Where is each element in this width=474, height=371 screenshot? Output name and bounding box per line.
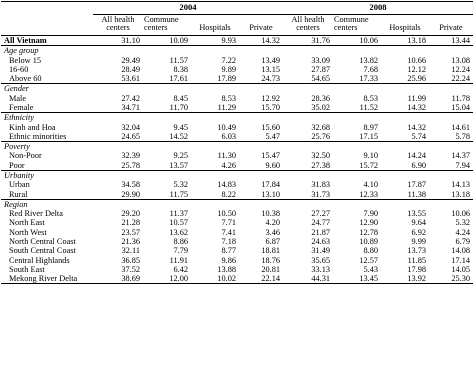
table-cell: 31.10	[93, 36, 143, 46]
health-center-usage-table	[1, 1, 473, 284]
table-cell: 11.57	[169, 55, 188, 65]
table-cell: 14.52	[169, 131, 188, 141]
table-row	[1, 180, 473, 189]
table-cell: 13.82	[359, 55, 378, 65]
table-cell: 9.89	[221, 64, 236, 74]
table-cell: 4.26	[221, 160, 236, 170]
table-cell: 31.73	[311, 189, 330, 199]
table-cell: 32.50	[311, 151, 330, 161]
section-header-row	[1, 113, 473, 123]
table-cell: 9.86	[221, 255, 236, 265]
table-cell: 32.04	[121, 122, 140, 132]
table-cell: 11.75	[169, 189, 188, 199]
table-cell: 10.02	[191, 274, 239, 284]
row-label: Kinh and Hoa	[9, 122, 56, 132]
table-cell: 24.73	[261, 74, 280, 84]
table-cell: 11.38	[407, 189, 426, 199]
table-cell: 10.49	[217, 122, 236, 132]
section-header-row	[1, 142, 473, 152]
overall-row	[1, 36, 473, 46]
table-row	[1, 218, 473, 227]
table-cell: 6.92	[411, 227, 426, 237]
table-cell: 25.96	[407, 74, 426, 84]
table-cell: 21.36	[121, 236, 140, 246]
table-cell: 15.47	[261, 151, 280, 161]
table-cell: 14.61	[451, 122, 470, 132]
row-label: Rural	[9, 189, 28, 199]
row-label: Mekong River Delta	[1, 274, 93, 284]
table-cell: 27.87	[311, 64, 330, 74]
table-cell: 10.57	[169, 218, 188, 228]
row-label: Red River Delta	[9, 209, 63, 219]
table-cell: 6.87	[265, 236, 280, 246]
table-cell: 24.65	[121, 131, 140, 141]
table-row	[1, 123, 473, 132]
table-cell: 38.69	[93, 274, 143, 284]
table-cell: 4.24	[455, 227, 470, 237]
table-cell: 6.90	[411, 160, 426, 170]
table-cell: 10.06	[451, 209, 470, 219]
row-label: Female	[9, 103, 34, 112]
section-title: Poverty	[1, 142, 473, 152]
table-cell: 17.14	[451, 255, 470, 265]
table-cell: 6.03	[221, 131, 236, 141]
row-label: Urban	[9, 180, 30, 190]
table-cell: 33.13	[311, 264, 330, 274]
table-cell: 12.33	[359, 189, 378, 199]
table-cell: 8.77	[221, 246, 236, 256]
table-cell: 17.61	[169, 74, 188, 84]
table-cell: 5.47	[265, 131, 280, 141]
table-cell: 53.61	[121, 74, 140, 84]
table-cell: 23.57	[121, 227, 140, 237]
table-row	[1, 56, 473, 65]
table-cell: 13.88	[217, 264, 236, 274]
column-header: Private	[439, 23, 463, 33]
row-label: North East	[9, 218, 45, 228]
table-cell: 9.25	[173, 151, 188, 161]
table-cell: 14.05	[451, 264, 470, 274]
table-cell: 28.36	[311, 93, 330, 103]
table-cell: 25.78	[121, 160, 140, 170]
section-title: Gender	[1, 84, 473, 94]
row-label: Above 60	[9, 74, 42, 84]
table-cell: 15.60	[261, 122, 280, 132]
table-cell: 25.30	[429, 274, 473, 284]
column-header: All health centers	[291, 14, 325, 33]
year-2004-header: 2004	[93, 2, 283, 15]
table-cell: 15.70	[261, 103, 280, 112]
table-cell: 17.89	[217, 74, 236, 84]
table-cell: 7.22	[221, 55, 236, 65]
year-header-row	[1, 2, 473, 15]
table-cell: 11.78	[451, 93, 470, 103]
table-cell: 24.77	[311, 218, 330, 228]
table-cell: 17.15	[359, 131, 378, 141]
table-cell: 17.98	[407, 264, 426, 274]
table-cell: 4.20	[265, 218, 280, 228]
table-cell: 12.92	[261, 93, 280, 103]
table-cell: 10.50	[217, 209, 236, 219]
table-cell: 10.66	[407, 55, 426, 65]
table-cell: 9.64	[411, 218, 426, 228]
table-cell: 18.76	[261, 255, 280, 265]
table-cell: 12.57	[359, 255, 378, 265]
table-cell: 11.91	[169, 255, 188, 265]
table-cell: 7.18	[221, 236, 236, 246]
table-cell: 5.32	[173, 180, 188, 190]
table-cell: 3.46	[265, 227, 280, 237]
row-label: Non-Poor	[9, 151, 42, 161]
table-cell: 34.58	[121, 180, 140, 190]
table-row	[1, 132, 473, 142]
table-cell: 17.87	[407, 180, 426, 190]
table-cell: 6.79	[455, 236, 470, 246]
table-cell: 13.62	[169, 227, 188, 237]
table-cell: 31.49	[311, 246, 330, 256]
table-cell: 27.27	[311, 209, 330, 219]
row-label: North West	[9, 227, 47, 237]
table-cell: 10.06	[333, 36, 381, 46]
table-cell: 18.81	[261, 246, 280, 256]
table-cell: 11.85	[407, 255, 426, 265]
table-cell: 7.41	[221, 227, 236, 237]
table-cell: 11.99	[407, 93, 426, 103]
table-cell: 14.13	[451, 180, 470, 190]
section-header-row	[1, 46, 473, 56]
column-header: Commune centers	[334, 14, 369, 33]
section-title: Age group	[1, 46, 473, 56]
table-cell: 14.24	[407, 151, 426, 161]
table-cell: 15.72	[359, 160, 378, 170]
table-cell: 54.65	[311, 74, 330, 84]
table-cell: 17.33	[359, 74, 378, 84]
table-cell: 6.42	[173, 264, 188, 274]
table-cell: 35.65	[311, 255, 330, 265]
table-cell: 27.38	[311, 160, 330, 170]
section-title: Region	[1, 199, 473, 209]
table-cell: 21.87	[311, 227, 330, 237]
table-cell: 32.11	[121, 246, 140, 256]
table-cell: 14.08	[451, 246, 470, 256]
table-cell: 31.83	[311, 180, 330, 190]
column-header-row	[1, 14, 473, 35]
column-header: All health centers	[101, 14, 135, 33]
table-cell: 35.02	[311, 103, 330, 112]
table-cell: 11.37	[169, 209, 188, 219]
table-cell: 13.92	[381, 274, 429, 284]
table-cell: 8.45	[173, 93, 188, 103]
table-cell: 13.08	[451, 55, 470, 65]
table-cell: 27.42	[121, 93, 140, 103]
table-row	[1, 237, 473, 246]
year-2008-header: 2008	[283, 2, 473, 15]
table-cell: 9.99	[411, 236, 426, 246]
row-label: Ethnic minorities	[9, 131, 67, 141]
table-cell: 34.71	[121, 103, 140, 112]
table-cell: 14.83	[217, 180, 236, 190]
column-header: Hospitals	[199, 23, 231, 33]
table-row	[1, 209, 473, 218]
table-cell: 29.20	[121, 209, 140, 219]
table-cell: 21.28	[121, 218, 140, 228]
table-cell: 10.38	[261, 209, 280, 219]
table-cell: 9.10	[363, 151, 378, 161]
table-cell: 10.89	[359, 236, 378, 246]
table-cell: 8.97	[363, 122, 378, 132]
table-cell: 5.32	[455, 218, 470, 228]
table-row	[1, 190, 473, 200]
table-cell: 13.49	[261, 55, 280, 65]
table-cell: 5.74	[411, 131, 426, 141]
table-row	[1, 265, 473, 274]
table-cell: 14.37	[451, 151, 470, 161]
row-label: Below 15	[9, 55, 42, 65]
table-cell: 9.45	[173, 122, 188, 132]
table-cell: 7.71	[221, 218, 236, 228]
table-cell: 25.76	[311, 131, 330, 141]
table-row	[1, 246, 473, 255]
table-row	[1, 94, 473, 103]
table-cell: 11.29	[217, 103, 236, 112]
table-cell: 13.45	[333, 274, 381, 284]
table-cell: 8.80	[363, 246, 378, 256]
table-cell: 7.90	[363, 209, 378, 219]
table-cell: 37.52	[121, 264, 140, 274]
table-cell: 11.52	[359, 103, 378, 112]
section-title: Ethnicity	[1, 113, 473, 123]
table-row	[1, 65, 473, 74]
table-cell: 13.15	[261, 64, 280, 74]
table-cell: 13.10	[261, 189, 280, 199]
table-row	[1, 161, 473, 171]
table-cell: 7.68	[363, 64, 378, 74]
table-cell: 7.79	[173, 246, 188, 256]
row-label: Central Highlands	[9, 255, 70, 265]
table-cell: 5.43	[363, 264, 378, 274]
column-header: Hospitals	[389, 23, 421, 33]
table-cell: 32.68	[311, 122, 330, 132]
table-cell: 31.76	[283, 36, 333, 46]
table-cell: 4.10	[363, 180, 378, 190]
table-cell: 12.78	[359, 227, 378, 237]
table-cell: 14.32	[407, 103, 426, 112]
table-row	[1, 256, 473, 265]
table-cell: 8.22	[221, 189, 236, 199]
table-cell: 29.90	[121, 189, 140, 199]
row-label: 16-60	[9, 64, 29, 74]
table-cell: 11.30	[217, 151, 236, 161]
table-cell: 8.53	[221, 93, 236, 103]
table-cell: 9.93	[191, 36, 239, 46]
table-cell: 8.38	[173, 64, 188, 74]
table-cell: 11.70	[169, 103, 188, 112]
row-label: North Central Coast	[9, 236, 76, 246]
table-cell: 8.86	[173, 236, 188, 246]
table-cell: 32.39	[121, 151, 140, 161]
table-cell: 12.24	[451, 64, 470, 74]
table-cell: 24.63	[311, 236, 330, 246]
table-cell: 17.84	[261, 180, 280, 190]
table-cell: 10.09	[143, 36, 191, 46]
table-cell: 13.57	[169, 160, 188, 170]
section-title: Urbanity	[1, 170, 473, 180]
table-cell: 14.32	[407, 122, 426, 132]
table-cell: 22.24	[451, 74, 470, 84]
table-cell: 12.00	[143, 274, 191, 284]
section-header-row	[1, 84, 473, 94]
row-label: Poor	[9, 160, 25, 170]
table-cell: 20.81	[261, 264, 280, 274]
table-cell: 13.18	[381, 36, 429, 46]
table-cell: 13.44	[429, 36, 473, 46]
table-cell: 28.49	[121, 64, 140, 74]
table-cell: 22.14	[239, 274, 283, 284]
table-cell: 36.85	[121, 255, 140, 265]
table-cell: 12.90	[359, 218, 378, 228]
column-header: Private	[249, 23, 273, 33]
table-row	[1, 74, 473, 84]
table-cell: 8.53	[363, 93, 378, 103]
table-row	[1, 228, 473, 237]
row-label: South Central Coast	[9, 246, 76, 256]
row-label: Male	[9, 93, 27, 103]
table-cell: 13.55	[407, 209, 426, 219]
section-header-row	[1, 199, 473, 209]
table-cell: 14.32	[239, 36, 283, 46]
table-row	[1, 103, 473, 113]
table-cell: 44.31	[283, 274, 333, 284]
table-cell: 29.49	[121, 55, 140, 65]
section-header-row	[1, 170, 473, 180]
table-cell: 15.04	[451, 103, 470, 112]
table-row	[1, 274, 473, 284]
table-row	[1, 151, 473, 160]
row-label: South East	[9, 264, 45, 274]
table-cell: 7.94	[455, 160, 470, 170]
table-cell: 9.60	[265, 160, 280, 170]
table-cell: 13.73	[407, 246, 426, 256]
table-cell: 33.09	[311, 55, 330, 65]
row-label: All Vietnam	[1, 36, 93, 46]
table-cell: 13.18	[451, 189, 470, 199]
column-header: Commune centers	[144, 14, 179, 33]
table-cell: 12.12	[407, 64, 426, 74]
table-cell: 5.78	[455, 131, 470, 141]
